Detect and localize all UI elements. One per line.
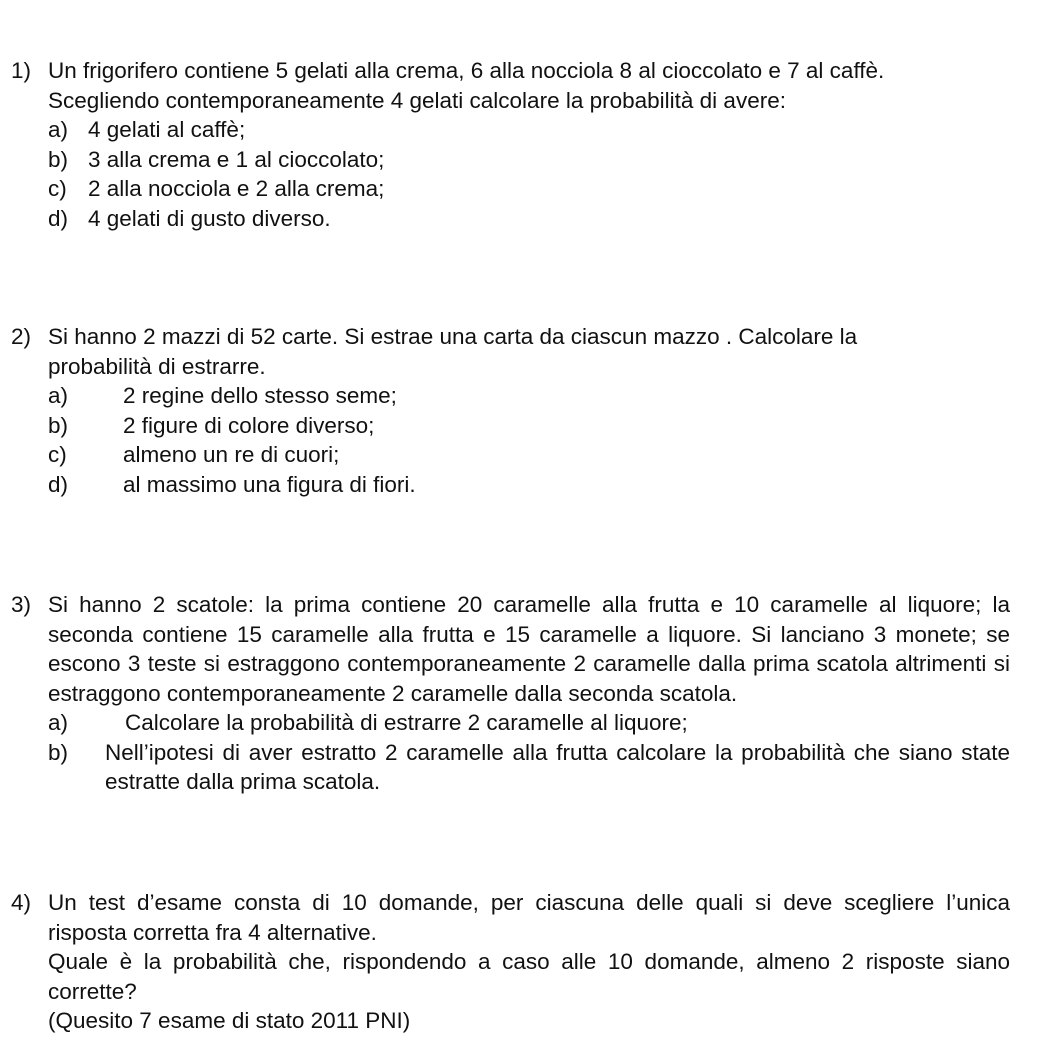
- option-label: a): [48, 710, 69, 735]
- option-text: al massimo una figura di fiori.: [123, 471, 416, 497]
- question-number: 4): [11, 890, 32, 915]
- option-text: 3 alla crema e 1 al cioccolato;: [88, 146, 385, 172]
- option-label: a): [48, 383, 69, 408]
- question-body: [48, 888, 1010, 1036]
- option-label: b): [48, 146, 69, 172]
- question-text-line: Scegliendo contemporaneamente 4 gelati calcolare la probabilità di avere:: [48, 87, 786, 113]
- option-text: almeno un re di cuori;: [123, 442, 340, 467]
- question-body: [48, 590, 1010, 797]
- option-label: d): [48, 205, 69, 231]
- option-b: [48, 738, 1010, 797]
- question-number: 1): [11, 58, 32, 83]
- option-label: c): [48, 442, 67, 467]
- option-label: b): [48, 739, 69, 765]
- question-number: 2): [11, 324, 32, 349]
- option-b: [48, 145, 1010, 175]
- option-d: [48, 470, 1010, 500]
- question-text-line: Si hanno 2 mazzi di 52 carte. Si estrae una carta da ciascun mazzo . Calcolare la: [48, 324, 858, 349]
- option-text: Calcolare la probabilità di estrarre 2 caramelle al liquore;: [125, 710, 688, 735]
- option-text: Nell’ipotesi di aver estratto 2 caramelle alla frutta calcolare la probabilità che siano state estratte dalla prima scatola.: [105, 739, 1010, 794]
- option-a: [48, 708, 1010, 738]
- question-text-line: probabilità di estrarre.: [48, 353, 266, 379]
- question-prompt: Quale è la probabilità che, rispondendo a caso alle 10 domande, almeno 2 risposte siano corrette?: [48, 949, 1010, 1004]
- question-body: [48, 322, 1010, 499]
- option-text: 2 figure di colore diverso;: [123, 412, 375, 438]
- question-text: Un test d’esame consta di 10 domande, per ciascuna delle quali si deve scegliere l’unica risposta corretta fra 4 alternative.: [48, 890, 1010, 945]
- option-c: [48, 440, 1010, 470]
- option-text: 2 alla nocciola e 2 alla crema;: [88, 176, 385, 201]
- option-d: [48, 204, 1010, 234]
- question-number: 3): [11, 592, 32, 617]
- option-a: [48, 115, 1010, 145]
- option-b: [48, 411, 1010, 441]
- option-label: a): [48, 117, 69, 142]
- option-c: [48, 174, 1010, 204]
- option-text: 4 gelati al caffè;: [88, 117, 246, 142]
- option-label: d): [48, 471, 69, 497]
- question-source: (Quesito 7 esame di stato 2011 PNI): [48, 1008, 411, 1033]
- option-label: c): [48, 176, 67, 201]
- option-text: 2 regine dello stesso seme;: [123, 383, 397, 408]
- question-text: Si hanno 2 scatole: la prima contiene 20 caramelle alla frutta e 10 caramelle al liquore; la seconda contiene 15 caramelle alla frutta e 15 caramelle a liquore. Si lanciano 3 monete; se escono 3 teste si estraggono contemporaneamente 2 caramelle dalla prima scatola altrimenti si estraggono contemporaneamente 2 caramelle dalla seconda scatola.: [48, 592, 1010, 706]
- option-text: 4 gelati di gusto diverso.: [88, 205, 331, 231]
- option-label: b): [48, 412, 69, 438]
- question-body: [48, 56, 1010, 233]
- question-text-line: Un frigorifero contiene 5 gelati alla crema, 6 alla nocciola 8 al cioccolato e 7 al caffè.: [48, 58, 885, 83]
- option-a: [48, 381, 1010, 411]
